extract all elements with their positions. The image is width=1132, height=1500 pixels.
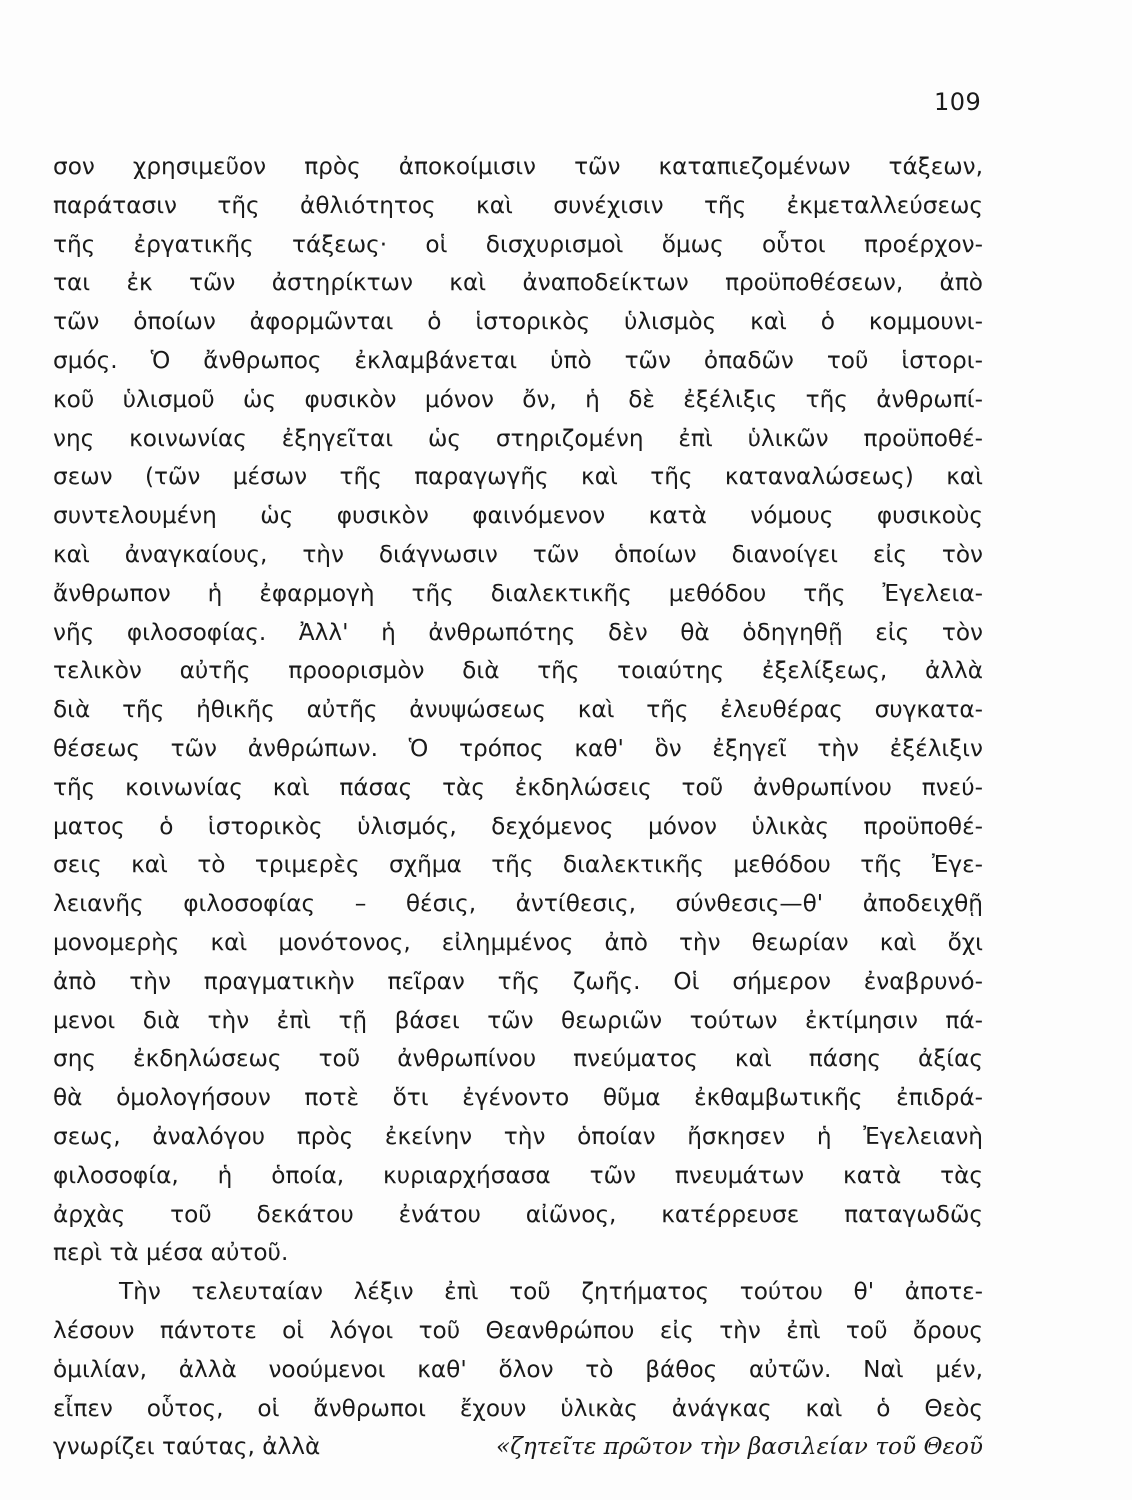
- text-line: τελικὸν αὐτῆς προορισμὸν διὰ τῆς τοιαύτης ἐξελίξεως, ἀλλὰ: [53, 657, 983, 685]
- text-line: ὁμιλίαν, ἀλλὰ νοούμενοι καθ' ὅλον τὸ βάθος αὐτῶν. Ναὶ μέν,: [53, 1355, 983, 1383]
- text-line: τῶν ὁποίων ἀφορμῶνται ὁ ἱστορικὸς ὑλισμὸς καὶ ὁ κομμουνι-: [53, 308, 983, 336]
- text-line: καὶ ἀναγκαίους, τὴν διάγνωσιν τῶν ὁποίων διανοίγει εἰς τὸν: [53, 540, 983, 568]
- text-line-final: [53, 1428, 983, 1467]
- text-line: νης κοινωνίας ἐξηγεῖται ὡς στηριζομένη ἐπὶ ὑλικῶν προϋποθέ-: [53, 424, 983, 452]
- text-line: ἀρχὰς τοῦ δεκάτου ἐνάτου αἰῶνος, κατέρρευσε παταγωδῶς: [53, 1200, 983, 1228]
- text-line: λέσουν πάντοτε οἱ λόγοι τοῦ Θεανθρώπου εἰς τὴν ἐπὶ τοῦ ὄρους: [53, 1316, 983, 1344]
- body-text: [53, 148, 983, 1467]
- text-line: σεις καὶ τὸ τριμερὲς σχῆμα τῆς διαλεκτικῆς μεθόδου τῆς Ἐγε-: [53, 851, 983, 879]
- text-line: θέσεως τῶν ἀνθρώπων. Ὁ τρόπος καθ' ὃν ἐξηγεῖ τὴν ἐξέλιξιν: [53, 734, 983, 762]
- text-line: περὶ τὰ μέσα αὐτοῦ.: [53, 1239, 289, 1267]
- page-number: 109: [934, 88, 982, 116]
- text-line: σεων (τῶν μέσων τῆς παραγωγῆς καὶ τῆς καταναλώσεως) καὶ: [53, 463, 983, 491]
- text-line: Τὴν τελευταίαν λέξιν ἐπὶ τοῦ ζητήματος τούτου θ' ἀποτε-: [119, 1278, 983, 1306]
- text-line: σμός. Ὁ ἄνθρωπος ἐκλαμβάνεται ὑπὸ τῶν ὀπαδῶν τοῦ ἱστορι-: [53, 346, 983, 374]
- text-line: παράτασιν τῆς ἀθλιότητος καὶ συνέχισιν τῆς ἐκμεταλλεύσεως: [53, 191, 983, 219]
- text-line: τῆς κοινωνίας καὶ πάσας τὰς ἐκδηλώσεις τοῦ ἀνθρωπίνου πνεύ-: [53, 773, 983, 801]
- text-line: ἄνθρωπον ἡ ἐφαρμογὴ τῆς διαλεκτικῆς μεθόδου τῆς Ἐγελεια-: [53, 579, 983, 607]
- text-line: σεως, ἀναλόγου πρὸς ἐκείνην τὴν ὁποίαν ἤσκησεν ἡ Ἐγελειανὴ: [53, 1122, 983, 1150]
- text-line: νῆς φιλοσοφίας. Ἀλλ' ἡ ἀνθρωπότης δὲν θὰ ὁδηγηθῇ εἰς τὸν: [53, 618, 983, 646]
- text-line: κοῦ ὑλισμοῦ ὡς φυσικὸν μόνον ὄν, ἡ δὲ ἐξέλιξις τῆς ἀνθρωπί-: [53, 385, 983, 413]
- text-line: ματος ὁ ἱστορικὸς ὑλισμός, δεχόμενος μόνον ὑλικὰς προϋποθέ-: [53, 812, 983, 840]
- paragraph-2: [53, 1273, 983, 1467]
- text-line: εἶπεν οὗτος, οἱ ἄνθρωποι ἔχουν ὑλικὰς ἀνάγκας καὶ ὁ Θεὸς: [53, 1394, 983, 1422]
- paragraph-1: [53, 148, 983, 1273]
- text-line: ται ἐκ τῶν ἀστηρίκτων καὶ ἀναποδείκτων προϋποθέσεων, ἀπὸ: [53, 269, 983, 297]
- quotation: «ζητεῖτε πρῶτον τὴν βασιλείαν τοῦ Θεοῦ: [496, 1433, 983, 1461]
- text-line: λειανῆς φιλοσοφίας – θέσις, ἀντίθεσις, σύνθεσις—θ' ἀποδειχθῇ: [53, 890, 983, 918]
- text-line: φιλοσοφία, ἡ ὁποία, κυριαρχήσασα τῶν πνευμάτων κατὰ τὰς: [53, 1161, 983, 1189]
- text-line: θὰ ὁμολογήσουν ποτὲ ὅτι ἐγένοντο θῦμα ἐκθαμβωτικῆς ἐπιδρά-: [53, 1084, 983, 1112]
- final-line-lead: γνωρίζει ταύτας, ἀλλὰ: [53, 1433, 321, 1461]
- text-line: μονομερὴς καὶ μονότονος, εἰλημμένος ἀπὸ τὴν θεωρίαν καὶ ὄχι: [53, 928, 983, 956]
- text-line: συντελουμένη ὡς φυσικὸν φαινόμενον κατὰ νόμους φυσικοὺς: [53, 502, 983, 530]
- text-line: ἀπὸ τὴν πραγματικὴν πεῖραν τῆς ζωῆς. Οἱ σήμερον ἐναβρυνό-: [53, 967, 983, 995]
- text-line: διὰ τῆς ἠθικῆς αὐτῆς ἀνυψώσεως καὶ τῆς ἐλευθέρας συγκατα-: [53, 696, 983, 724]
- text-line: τῆς ἐργατικῆς τάξεως· οἱ δισχυρισμοὶ ὅμως οὗτοι προέρχον-: [53, 230, 983, 258]
- text-line: μενοι διὰ τὴν ἐπὶ τῇ βάσει τῶν θεωριῶν τούτων ἐκτίμησιν πά-: [53, 1006, 983, 1034]
- text-line: σον χρησιμεῦον πρὸς ἀποκοίμισιν τῶν καταπιεζομένων τάξεων,: [53, 153, 983, 180]
- text-line: σης ἐκδηλώσεως τοῦ ἀνθρωπίνου πνεύματος καὶ πάσης ἀξίας: [53, 1045, 983, 1073]
